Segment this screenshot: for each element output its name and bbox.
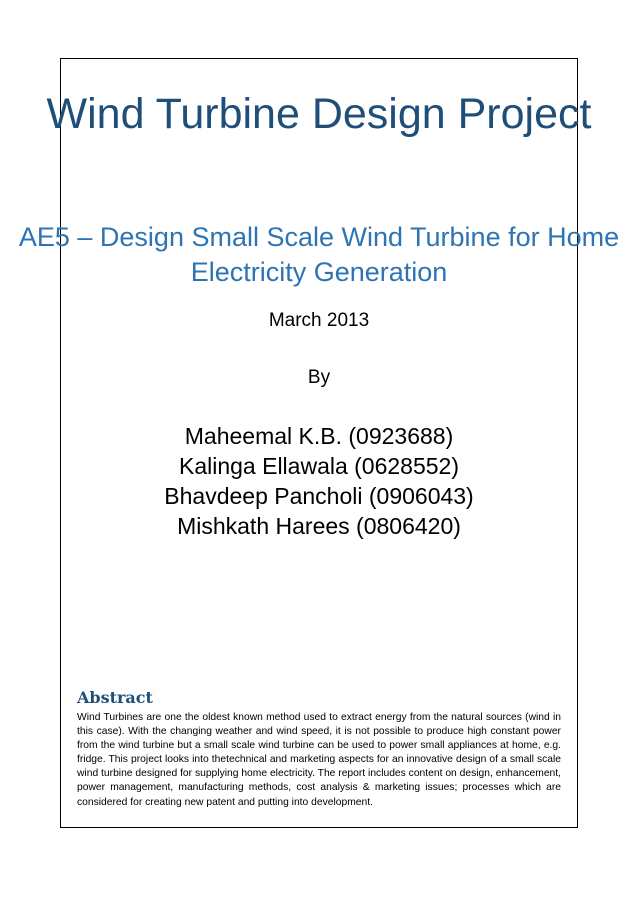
document-date: March 2013 bbox=[268, 310, 370, 331]
by-label: By bbox=[307, 367, 331, 388]
author-name: Maheemal K.B. (0923688) bbox=[184, 423, 454, 449]
document-title: Wind Turbine Design Project bbox=[46, 90, 592, 138]
document-subtitle: AE5 – Design Small Scale Wind Turbine for Home Electricity Generation bbox=[18, 222, 620, 287]
author-list bbox=[0, 421, 638, 541]
author-name: Mishkath Harees (0806420) bbox=[177, 513, 461, 539]
abstract-heading: Abstract bbox=[77, 688, 153, 707]
author-name: Bhavdeep Pancholi (0906043) bbox=[164, 483, 474, 509]
abstract-text: Wind Turbines are one the oldest known method used to extract energy from the natural sources (wind in this case). With the changing weather and wind speed, it is not possible to produce high constant power from the wind turbine but a small scale wind turbine can be used to power small appliances at home, e.g. fridge. This project looks into thetechnical and marketing aspects for an innovative design of a small scale wind turbine designed for supplying home electricity. The report includes content on design, enhancement, power management, manufacturing methods, cost analysis & marketing issues; processes which are considered for creating new patent and putting into development. bbox=[77, 712, 561, 808]
author-name: Kalinga Ellawala (0628552) bbox=[178, 453, 460, 479]
